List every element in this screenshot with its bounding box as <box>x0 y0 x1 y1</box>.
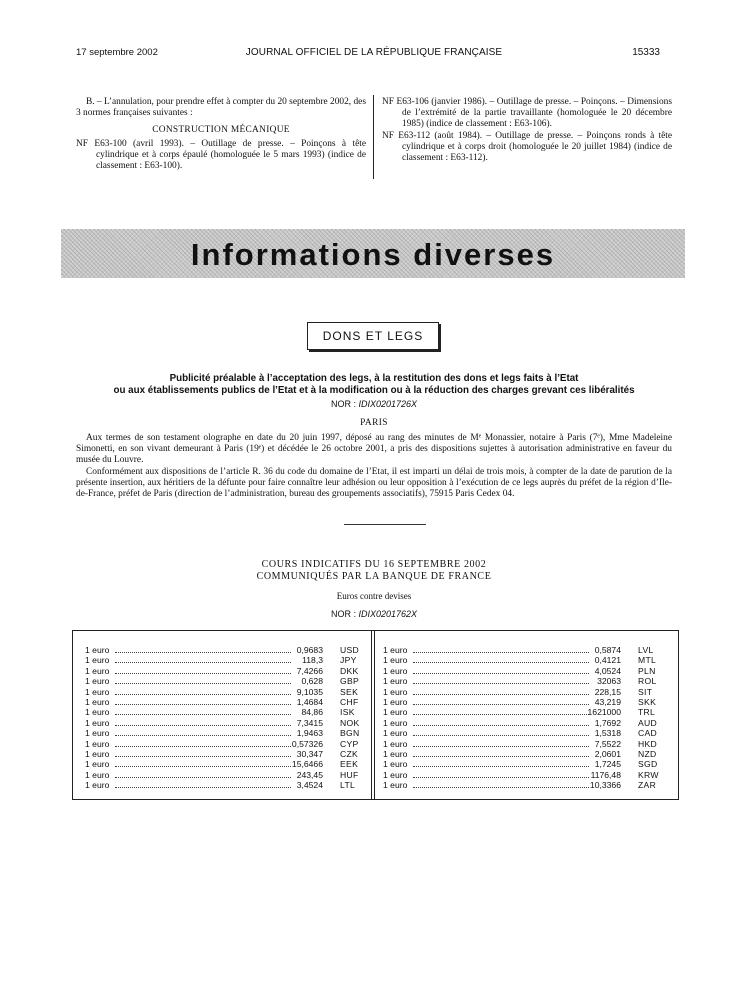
rate-value: 7,4266 <box>296 665 323 676</box>
nor-reference <box>0 609 748 619</box>
leader-dots <box>413 787 589 788</box>
rate-row <box>383 676 673 686</box>
rate-label: 1 euro <box>383 738 408 749</box>
currency-code: CHF <box>340 696 359 707</box>
rate-value: 1,4684 <box>296 696 323 707</box>
rate-row <box>383 759 673 769</box>
rate-label: 1 euro <box>383 655 408 666</box>
city-heading: PARIS <box>360 418 388 428</box>
rates-title-line1: COURS INDICATIFS DU 16 SEPTEMBRE 2002 <box>261 559 487 570</box>
separator-rule <box>344 524 426 525</box>
rate-label: 1 euro <box>85 759 110 770</box>
rate-value: 15,6466 <box>291 759 323 770</box>
currency-code: NZD <box>638 748 657 759</box>
leader-dots <box>413 766 589 767</box>
leader-dots <box>115 714 291 715</box>
leader-dots <box>413 694 589 695</box>
currency-code: ROL <box>638 676 657 687</box>
rate-label: 1 euro <box>383 769 408 780</box>
rate-row <box>85 645 375 655</box>
leader-dots <box>413 756 589 757</box>
publicity-title-line2: ou aux établissements publics de l’Etat et à la modification ou à la réduction des charges grevant ces libéralités <box>113 385 635 396</box>
currency-code: CAD <box>638 728 658 739</box>
rate-label: 1 euro <box>85 738 110 749</box>
leader-dots <box>115 662 291 663</box>
currency-code: USD <box>340 645 360 655</box>
rate-label: 1 euro <box>383 728 408 739</box>
rate-value: 0,5874 <box>594 645 621 655</box>
nor-label: NOR : <box>330 609 359 619</box>
rate-row <box>383 645 673 655</box>
currency-code: DKK <box>340 665 359 676</box>
currency-code: LVL <box>638 645 654 655</box>
currency-code: PLN <box>638 665 656 676</box>
rate-value: 228,15 <box>594 686 621 697</box>
leader-dots <box>413 735 589 736</box>
rate-value: 7,5522 <box>594 738 621 749</box>
rate-label: 1 euro <box>85 686 110 697</box>
rate-value: 1,9463 <box>296 728 323 739</box>
rate-row <box>85 655 375 665</box>
leader-dots <box>413 704 589 705</box>
currency-code: HUF <box>340 769 359 780</box>
page-number: 15333 <box>632 47 660 58</box>
section-title: CONSTRUCTION MÉCANIQUE <box>152 125 290 136</box>
leader-dots <box>413 725 589 726</box>
nor-code: IDIX0201726X <box>358 399 418 409</box>
rate-row <box>85 780 375 790</box>
currency-code: SEK <box>340 686 359 697</box>
rate-value: 1,5318 <box>594 728 621 739</box>
rate-label: 1 euro <box>85 645 110 655</box>
standards-right-column <box>382 97 672 164</box>
header-date: 17 septembre 2002 <box>76 47 158 58</box>
rates-right-column <box>383 645 673 790</box>
currency-code: LTL <box>340 780 356 791</box>
rate-label: 1 euro <box>85 748 110 759</box>
currency-code: SKK <box>638 696 657 707</box>
column-divider <box>373 95 374 179</box>
rate-label: 1 euro <box>85 655 110 666</box>
rate-row <box>85 749 375 759</box>
rate-row <box>85 676 375 686</box>
rate-value: 43,219 <box>594 696 621 707</box>
banner-title: Informations diverses <box>190 237 556 272</box>
standard-item: NF E63-112 (août 1984). – Outillage de presse. – Poinçons ronds à tête cylindrique et à corps droit (homologuée le 20 juillet 1984) (indice de classement : E63-112). <box>382 130 672 164</box>
currency-code: SGD <box>638 759 658 770</box>
rate-row <box>383 749 673 759</box>
rate-value: 32063 <box>597 676 621 687</box>
rate-row <box>383 728 673 738</box>
rates-subtitle: Euros contre devises <box>336 591 412 601</box>
nor-reference <box>0 399 748 409</box>
currency-code: AUD <box>638 717 658 728</box>
currency-code: ZAR <box>638 780 657 791</box>
rate-value: 7,3415 <box>296 717 323 728</box>
rate-row <box>383 666 673 676</box>
rate-value: 4,0524 <box>594 665 621 676</box>
currency-code: CZK <box>340 748 359 759</box>
publicity-title-line1: Publicité préalable à l’acceptation des legs, à la restitution des dons et legs faits à l’Etat <box>169 373 579 384</box>
rate-row <box>383 780 673 790</box>
rate-value: 1,7245 <box>594 759 621 770</box>
leader-dots <box>115 704 291 705</box>
rate-value: 0,57326 <box>291 738 323 749</box>
rate-value: 2,0601 <box>594 748 621 759</box>
rate-row <box>383 687 673 697</box>
rate-row <box>85 718 375 728</box>
leader-dots <box>115 683 291 684</box>
leader-dots <box>115 725 291 726</box>
currency-code: BGN <box>340 728 360 739</box>
currency-code: TRL <box>638 707 656 718</box>
rate-row <box>85 728 375 738</box>
annulation-intro: B. – L’annulation, pour prendre effet à compter du 20 septembre 2002, des 3 normes françaises suivantes : <box>76 97 366 119</box>
rate-row <box>85 707 375 717</box>
currency-code: KRW <box>638 769 659 780</box>
rate-value: 3,4524 <box>296 780 323 791</box>
currency-code: EEK <box>340 759 359 770</box>
rate-row <box>85 739 375 749</box>
rate-row <box>85 770 375 780</box>
rate-label: 1 euro <box>383 748 408 759</box>
rate-label: 1 euro <box>85 717 110 728</box>
rate-label: 1 euro <box>383 759 408 770</box>
rates-left-column <box>85 645 375 790</box>
testament-paragraph: Aux termes de son testament olographe en date du 20 juin 1997, déposé au rang des minutes de Mᵉ Monassier, notaire à Paris (7ᵉ), Mme Madeleine Simonetti, en son vivant demeurant à Paris (19ᵉ) et décédée le 26 octobre 2001, a pris des dispositions sujettes à autorisation administrative en faveur du musée du Louvre. <box>76 433 672 466</box>
leader-dots <box>115 777 291 778</box>
rate-row <box>85 687 375 697</box>
rate-value: 0,4121 <box>594 655 621 666</box>
leader-dots <box>413 777 589 778</box>
rate-label: 1 euro <box>383 707 408 718</box>
rate-row <box>383 770 673 780</box>
currency-code: CYP <box>340 738 359 749</box>
leader-dots <box>115 756 291 757</box>
leader-dots <box>115 735 291 736</box>
rate-label: 1 euro <box>85 665 110 676</box>
leader-dots <box>115 673 291 674</box>
currency-code: HKD <box>638 738 658 749</box>
rate-value: 84,86 <box>301 707 323 718</box>
rate-label: 1 euro <box>383 717 408 728</box>
rate-value: 1,7692 <box>594 717 621 728</box>
rate-row <box>383 697 673 707</box>
leader-dots <box>413 746 589 747</box>
leader-dots <box>115 652 291 653</box>
rate-label: 1 euro <box>383 676 408 687</box>
currency-code: ISK <box>340 707 355 718</box>
rate-label: 1 euro <box>383 645 408 655</box>
currency-code: SIT <box>638 686 653 697</box>
notice-paragraph: Conformément aux dispositions de l’article R. 36 du code du domaine de l’Etat, il est imparti un délai de trois mois, à compter de la date de parution de la présente insertion, aux héritiers de la défunte pour faire connaître leur adhésion ou leur opposition à l’exécution de ce legs auprès du préfet de la région d’Ile-de-France, préfet de Paris (direction de l’administration, bureau des groupements associatifs), 75915 Paris Cedex 04. <box>76 467 672 500</box>
leader-dots <box>413 673 589 674</box>
rate-label: 1 euro <box>383 696 408 707</box>
rate-row <box>383 739 673 749</box>
rate-label: 1 euro <box>85 696 110 707</box>
standard-item: NF E63-106 (janvier 1986). – Outillage de presse. – Poinçons. – Dimensions de l’extrémité de la partie travaillante (homologuée le 20 décembre 1985) (indice de classement : E63-106). <box>382 97 672 130</box>
rate-row <box>85 666 375 676</box>
rate-value: 30,347 <box>296 748 323 759</box>
rate-label: 1 euro <box>383 665 408 676</box>
rate-label: 1 euro <box>85 676 110 687</box>
rate-label: 1 euro <box>383 686 408 697</box>
leader-dots <box>413 662 589 663</box>
currency-code: JPY <box>340 655 357 666</box>
dons-et-legs-heading: DONS ET LEGS <box>307 322 439 350</box>
leader-dots <box>115 787 291 788</box>
nor-label: NOR : <box>330 399 359 409</box>
currency-code: NOK <box>340 717 360 728</box>
currency-code: MTL <box>638 655 657 666</box>
standard-item: NF E63-100 (avril 1993). – Outillage de presse. – Poinçons à tête cylindrique et à corps épaulé (homologuée le 5 mars 1993) (indice de classement : E63-100). <box>76 138 366 172</box>
rate-label: 1 euro <box>383 780 408 791</box>
rate-value: 243,45 <box>296 769 323 780</box>
currency-code: GBP <box>340 676 360 687</box>
rate-row <box>383 707 673 717</box>
rate-label: 1 euro <box>85 780 110 791</box>
rate-value: 10,3366 <box>589 780 621 791</box>
leader-dots <box>115 766 291 767</box>
rate-value: 118,3 <box>302 655 323 666</box>
rate-label: 1 euro <box>85 769 110 780</box>
standards-left-column <box>76 97 366 172</box>
rate-label: 1 euro <box>85 728 110 739</box>
rate-value: 0,628 <box>301 676 323 687</box>
nor-code: IDIX0201762X <box>358 609 418 619</box>
leader-dots <box>413 683 589 684</box>
rate-row <box>85 697 375 707</box>
rate-value: 1621000 <box>587 707 621 718</box>
leader-dots <box>413 714 589 715</box>
rate-row <box>383 655 673 665</box>
rate-value: 1176,48 <box>590 769 621 780</box>
leader-dots <box>115 694 291 695</box>
rate-row <box>85 759 375 769</box>
rate-row <box>383 718 673 728</box>
rate-value: 9,1035 <box>296 686 323 697</box>
rates-title-line2: COMMUNIQUÉS PAR LA BANQUE DE FRANCE <box>256 571 492 582</box>
leader-dots <box>115 746 291 747</box>
leader-dots <box>413 652 589 653</box>
rate-value: 0,9683 <box>296 645 323 655</box>
rate-label: 1 euro <box>85 707 110 718</box>
journal-title: JOURNAL OFFICIEL DE LA RÉPUBLIQUE FRANÇAISE <box>245 47 503 58</box>
